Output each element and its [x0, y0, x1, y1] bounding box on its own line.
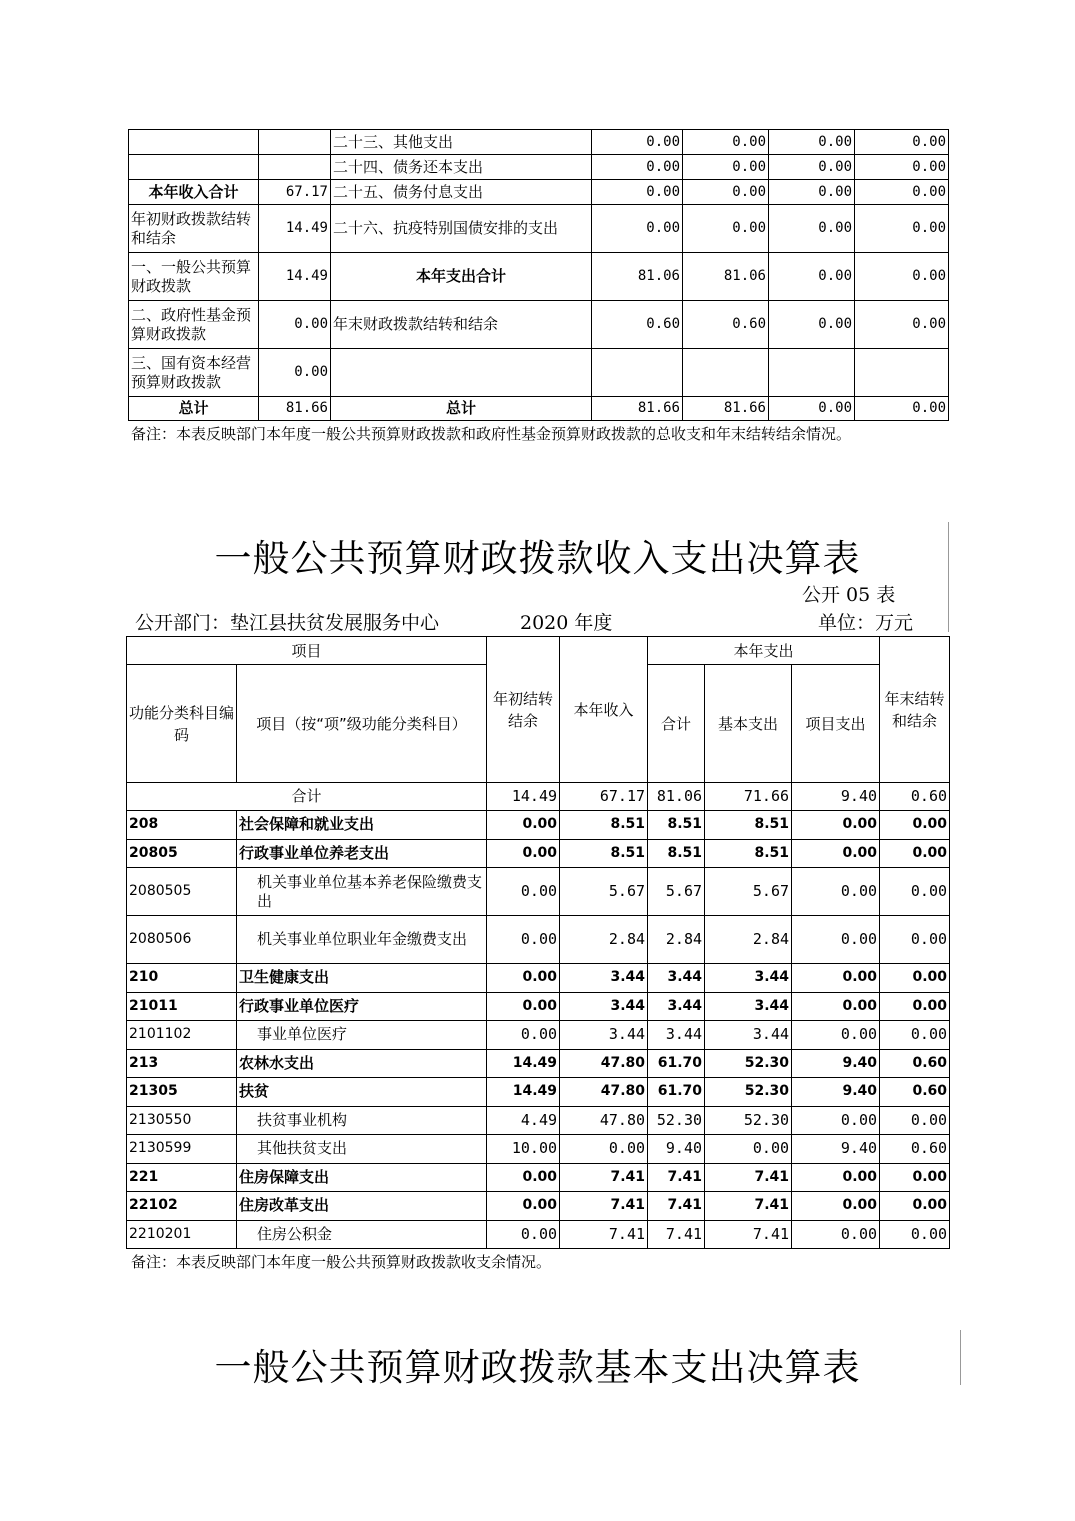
amount-cell: 2.84 — [705, 916, 792, 964]
amount-cell: 8.51 — [705, 839, 792, 868]
table1-row — [129, 301, 949, 349]
function-name: 机关事业单位职业年金缴费支出 — [237, 916, 487, 964]
amount-cell: 0.60 — [880, 1078, 950, 1107]
table2-row — [127, 992, 950, 1021]
table1-expense-value: 0.00 — [769, 205, 855, 253]
amount-cell: 0.00 — [487, 1220, 560, 1249]
function-name: 社会保障和就业支出 — [237, 811, 487, 840]
table2-row — [127, 839, 950, 868]
amount-cell: 9.40 — [792, 1135, 880, 1164]
header-begin-balance: 年初结转结余 — [487, 637, 560, 783]
amount-cell: 7.41 — [648, 1163, 705, 1192]
amount-cell: 2.84 — [560, 916, 648, 964]
amount-cell: 0.00 — [487, 1192, 560, 1221]
department-label: 公开部门：垫江县扶贫发展服务中心 — [135, 612, 440, 634]
table1-expense-value: 0.00 — [769, 180, 855, 205]
fiscal-year: 2020 年度 — [520, 612, 613, 634]
amount-cell: 0.00 — [880, 839, 950, 868]
amount-cell: 0.00 — [880, 1163, 950, 1192]
amount-cell: 3.44 — [560, 964, 648, 993]
amount-cell: 7.41 — [705, 1163, 792, 1192]
table1-income-item: 总计 — [129, 397, 259, 421]
amount-cell: 7.41 — [648, 1220, 705, 1249]
header-end-balance: 年末结转和结余 — [880, 637, 950, 783]
table2-row — [127, 1220, 950, 1249]
table1-row — [129, 397, 949, 421]
amount-cell: 3.44 — [560, 992, 648, 1021]
table1-expense-value — [683, 349, 769, 397]
table1-expense-value: 81.06 — [592, 253, 683, 301]
table1-expense-item: 二十四、债务还本支出 — [331, 155, 592, 180]
table1-row — [129, 180, 949, 205]
total-label: 合计 — [127, 783, 487, 811]
amount-cell: 0.00 — [880, 811, 950, 840]
table1-expense-value: 0.00 — [855, 253, 949, 301]
table1-expense-value: 0.00 — [855, 155, 949, 180]
table1-income-item: 二、政府性基金预算财政拨款 — [129, 301, 259, 349]
table1-expense-value: 0.00 — [855, 301, 949, 349]
table2-row — [127, 1106, 950, 1135]
amount-cell: 7.41 — [560, 1220, 648, 1249]
amount-cell: 0.00 — [880, 1106, 950, 1135]
amount-cell: 0.00 — [792, 1163, 880, 1192]
amount-cell: 9.40 — [792, 1049, 880, 1078]
amount-cell: 0.00 — [880, 964, 950, 993]
amount-cell: 0.00 — [792, 964, 880, 993]
table2-row — [127, 1135, 950, 1164]
table1-income-value — [259, 155, 331, 180]
amount-cell: 14.49 — [487, 1078, 560, 1107]
table1-expense-value: 0.00 — [855, 130, 949, 155]
function-code: 21305 — [127, 1078, 237, 1107]
amount-cell: 5.67 — [705, 868, 792, 916]
amount-cell: 8.51 — [560, 839, 648, 868]
function-name: 其他扶贫支出 — [237, 1135, 487, 1164]
function-code: 20805 — [127, 839, 237, 868]
total-value: 67.17 — [560, 783, 648, 811]
header-proj: 项目支出 — [792, 665, 880, 783]
amount-cell: 0.00 — [487, 868, 560, 916]
amount-cell: 8.51 — [648, 811, 705, 840]
function-code: 2101102 — [127, 1021, 237, 1050]
table1-expense-value: 0.60 — [592, 301, 683, 349]
income-expense-summary-table — [128, 129, 949, 421]
table2-row — [127, 916, 950, 964]
function-code: 2080505 — [127, 868, 237, 916]
amount-cell: 0.00 — [487, 811, 560, 840]
table1-expense-value: 0.00 — [592, 155, 683, 180]
table1-expense-item: 本年支出合计 — [331, 253, 592, 301]
amount-cell: 61.70 — [648, 1078, 705, 1107]
amount-cell: 0.00 — [880, 868, 950, 916]
table1-expense-value: 0.00 — [592, 180, 683, 205]
amount-cell: 47.80 — [560, 1049, 648, 1078]
table1-note: 备注：本表反映部门本年度一般公共预算财政拨款和政府性基金预算财政拨款的总收支和年末结转结余情况。 — [131, 425, 852, 443]
total-value: 71.66 — [705, 783, 792, 811]
amount-cell: 52.30 — [705, 1106, 792, 1135]
amount-cell: 3.44 — [705, 964, 792, 993]
amount-cell: 8.51 — [705, 811, 792, 840]
header-project: 项目 — [127, 637, 487, 665]
table1-expense-value: 81.66 — [592, 397, 683, 421]
amount-cell: 0.00 — [880, 916, 950, 964]
amount-cell: 0.00 — [792, 868, 880, 916]
table1-expense-value: 0.00 — [592, 205, 683, 253]
amount-cell: 3.44 — [648, 964, 705, 993]
table1-expense-value — [769, 349, 855, 397]
function-name: 机关事业单位基本养老保险缴费支出 — [237, 868, 487, 916]
header-expense: 本年支出 — [648, 637, 880, 665]
table1-expense-value: 0.00 — [769, 155, 855, 180]
table2-row — [127, 1021, 950, 1050]
header-income: 本年收入 — [560, 637, 648, 783]
amount-cell: 7.41 — [648, 1192, 705, 1221]
total-value: 0.60 — [880, 783, 950, 811]
amount-cell: 14.49 — [487, 1049, 560, 1078]
amount-cell: 52.30 — [705, 1078, 792, 1107]
table1-expense-item — [331, 349, 592, 397]
amount-cell: 0.00 — [487, 992, 560, 1021]
general-budget-income-expense-table — [126, 636, 950, 1249]
header-total: 合计 — [648, 665, 705, 783]
amount-cell: 7.41 — [560, 1163, 648, 1192]
table1-expense-value: 0.00 — [769, 253, 855, 301]
section3-title: 一般公共预算财政拨款基本支出决算表 — [214, 1346, 861, 1389]
table1-income-value: 0.00 — [259, 349, 331, 397]
table1-income-value: 14.49 — [259, 205, 331, 253]
amount-cell: 0.00 — [792, 916, 880, 964]
table1-expense-value: 0.00 — [683, 155, 769, 180]
total-value: 9.40 — [792, 783, 880, 811]
section2-title: 一般公共预算财政拨款收入支出决算表 — [214, 537, 861, 580]
table1-expense-value: 0.00 — [855, 205, 949, 253]
amount-cell: 0.00 — [792, 1192, 880, 1221]
amount-cell: 4.49 — [487, 1106, 560, 1135]
table2-row — [127, 1078, 950, 1107]
amount-cell: 0.00 — [792, 992, 880, 1021]
amount-cell: 3.44 — [648, 992, 705, 1021]
table1-expense-value: 0.60 — [683, 301, 769, 349]
total-value: 81.06 — [648, 783, 705, 811]
table1-expense-item: 总计 — [331, 397, 592, 421]
function-code: 22102 — [127, 1192, 237, 1221]
function-code: 21011 — [127, 992, 237, 1021]
table1-expense-value: 81.06 — [683, 253, 769, 301]
amount-cell: 0.00 — [880, 1021, 950, 1050]
amount-cell: 7.41 — [560, 1192, 648, 1221]
amount-cell: 0.00 — [880, 992, 950, 1021]
table1-income-item: 三、国有资本经营预算财政拨款 — [129, 349, 259, 397]
table1-expense-item: 二十六、抗疫特别国债安排的支出 — [331, 205, 592, 253]
amount-cell: 0.00 — [880, 1220, 950, 1249]
table1-row — [129, 130, 949, 155]
amount-cell: 3.44 — [705, 992, 792, 1021]
table1-row — [129, 349, 949, 397]
amount-cell: 0.00 — [487, 839, 560, 868]
function-name: 住房保障支出 — [237, 1163, 487, 1192]
function-name: 行政事业单位养老支出 — [237, 839, 487, 868]
amount-cell: 47.80 — [560, 1078, 648, 1107]
table1-expense-value: 0.00 — [683, 180, 769, 205]
function-name: 住房改革支出 — [237, 1192, 487, 1221]
function-name: 行政事业单位医疗 — [237, 992, 487, 1021]
table1-expense-value: 0.00 — [592, 130, 683, 155]
header-code: 功能分类科目编码 — [127, 665, 237, 783]
table1-income-value: 81.66 — [259, 397, 331, 421]
function-code: 221 — [127, 1163, 237, 1192]
amount-cell: 7.41 — [705, 1220, 792, 1249]
amount-cell: 2.84 — [648, 916, 705, 964]
table1-income-item — [129, 155, 259, 180]
amount-cell: 3.44 — [705, 1021, 792, 1050]
table1-expense-value: 0.00 — [683, 130, 769, 155]
table1-expense-value: 0.00 — [769, 130, 855, 155]
table2-row — [127, 964, 950, 993]
function-code: 2210201 — [127, 1220, 237, 1249]
table1-expense-value: 0.00 — [855, 397, 949, 421]
table1-expense-value — [855, 349, 949, 397]
amount-cell: 47.80 — [560, 1106, 648, 1135]
amount-cell: 7.41 — [705, 1192, 792, 1221]
table1-expense-value: 0.00 — [769, 397, 855, 421]
table-number: 公开 05 表 — [802, 584, 896, 606]
amount-cell: 0.00 — [487, 964, 560, 993]
table1-expense-value: 0.00 — [683, 205, 769, 253]
table2-row — [127, 868, 950, 916]
total-value: 14.49 — [487, 783, 560, 811]
table1-income-item — [129, 130, 259, 155]
unit-label: 单位：万元 — [818, 612, 914, 634]
function-code: 2130550 — [127, 1106, 237, 1135]
function-name: 住房公积金 — [237, 1220, 487, 1249]
amount-cell: 8.51 — [560, 811, 648, 840]
function-name: 卫生健康支出 — [237, 964, 487, 993]
function-code: 208 — [127, 811, 237, 840]
amount-cell: 0.00 — [792, 1220, 880, 1249]
function-code: 2080506 — [127, 916, 237, 964]
amount-cell: 3.44 — [560, 1021, 648, 1050]
table1-income-item: 本年收入合计 — [129, 180, 259, 205]
amount-cell: 0.00 — [792, 1021, 880, 1050]
function-name: 扶贫事业机构 — [237, 1106, 487, 1135]
amount-cell: 3.44 — [648, 1021, 705, 1050]
amount-cell: 0.00 — [880, 1192, 950, 1221]
table1-income-value: 0.00 — [259, 301, 331, 349]
table1-income-item: 一、一般公共预算财政拨款 — [129, 253, 259, 301]
amount-cell: 0.00 — [792, 811, 880, 840]
amount-cell: 52.30 — [705, 1049, 792, 1078]
function-name: 扶贫 — [237, 1078, 487, 1107]
function-code: 210 — [127, 964, 237, 993]
amount-cell: 0.00 — [792, 1106, 880, 1135]
amount-cell: 0.00 — [705, 1135, 792, 1164]
amount-cell: 10.00 — [487, 1135, 560, 1164]
table1-expense-value — [592, 349, 683, 397]
table2-note: 备注：本表反映部门本年度一般公共预算财政拨款收支余情况。 — [131, 1253, 552, 1271]
function-name: 事业单位医疗 — [237, 1021, 487, 1050]
table2-row — [127, 1163, 950, 1192]
table1-expense-value: 0.00 — [855, 180, 949, 205]
amount-cell: 5.67 — [560, 868, 648, 916]
amount-cell: 0.60 — [880, 1135, 950, 1164]
table1-expense-item: 二十五、债务付息支出 — [331, 180, 592, 205]
amount-cell: 9.40 — [792, 1078, 880, 1107]
header-name: 项目（按“项”级功能分类科目） — [237, 665, 487, 783]
amount-cell: 8.51 — [648, 839, 705, 868]
amount-cell: 61.70 — [648, 1049, 705, 1078]
table1-income-value: 67.17 — [259, 180, 331, 205]
table1-income-item: 年初财政拨款结转和结余 — [129, 205, 259, 253]
table1-row — [129, 253, 949, 301]
header-basic: 基本支出 — [705, 665, 792, 783]
amount-cell: 9.40 — [648, 1135, 705, 1164]
amount-cell: 0.00 — [792, 839, 880, 868]
amount-cell: 0.00 — [560, 1135, 648, 1164]
table1-row — [129, 205, 949, 253]
table2-row — [127, 811, 950, 840]
table1-income-value: 14.49 — [259, 253, 331, 301]
table2-row — [127, 1192, 950, 1221]
amount-cell: 0.00 — [487, 1021, 560, 1050]
table1-income-value — [259, 130, 331, 155]
amount-cell: 5.67 — [648, 868, 705, 916]
table1-expense-item: 二十三、其他支出 — [331, 130, 592, 155]
amount-cell: 0.60 — [880, 1049, 950, 1078]
function-code: 213 — [127, 1049, 237, 1078]
amount-cell: 0.00 — [487, 1163, 560, 1192]
table1-expense-value: 81.66 — [683, 397, 769, 421]
function-code: 2130599 — [127, 1135, 237, 1164]
amount-cell: 52.30 — [648, 1106, 705, 1135]
table1-expense-value: 0.00 — [769, 301, 855, 349]
function-name: 农林水支出 — [237, 1049, 487, 1078]
table2-row — [127, 1049, 950, 1078]
table1-expense-item: 年末财政拨款结转和结余 — [331, 301, 592, 349]
total-row — [127, 783, 950, 811]
amount-cell: 0.00 — [487, 916, 560, 964]
table1-row — [129, 155, 949, 180]
